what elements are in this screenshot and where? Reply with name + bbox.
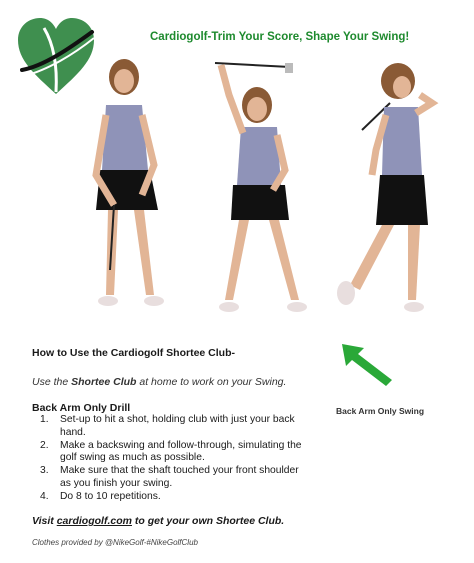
step-text: Do 8 to 10 repetitions. [60, 490, 161, 502]
list-item [32, 491, 302, 504]
section-title: How to Use the Cardiogolf Shortee Club- [32, 347, 236, 359]
step-text: Make a backswing and follow-through, simulating the golf swing as much as possible. [60, 439, 302, 464]
figure-caption: Back Arm Only Swing [336, 406, 425, 416]
visit-text [32, 515, 284, 527]
drill-steps-list [32, 414, 302, 504]
golfer-photo-setup [62, 55, 202, 330]
arrow-icon [340, 342, 394, 388]
step-number: 4. [40, 490, 49, 502]
list-item [32, 465, 302, 491]
step-number: 3. [40, 465, 49, 477]
golfer-photo-finish [320, 55, 460, 330]
intro-suffix: at home to work on your Swing. [136, 376, 287, 388]
list-item [32, 414, 302, 440]
drill-title: Back Arm Only Drill [32, 402, 131, 414]
step-text: Make sure that the shaft touched your front shoulder as you finish your swing. [60, 465, 299, 489]
step-text: Set-up to hit a shot, holding club with just your back hand. [60, 414, 295, 438]
intro-product-name: Shortee Club [71, 376, 137, 388]
intro-prefix: Use the [32, 376, 72, 388]
intro-text [32, 376, 286, 388]
cardiogolf-link[interactable]: cardiogolf.com [56, 515, 132, 527]
list-item [32, 440, 302, 466]
visit-prefix: Visit [32, 515, 57, 527]
step-number: 1. [40, 414, 49, 425]
step-number: 2. [40, 439, 49, 451]
golfer-photo-backswing [185, 55, 325, 330]
visit-suffix: to get your own Shortee Club. [131, 515, 285, 527]
headline: Cardiogolf-Trim Your Score, Shape Your Swing! [150, 31, 410, 43]
clothes-credit: Clothes provided by @NikeGolf-#NikeGolfClub [32, 538, 198, 547]
